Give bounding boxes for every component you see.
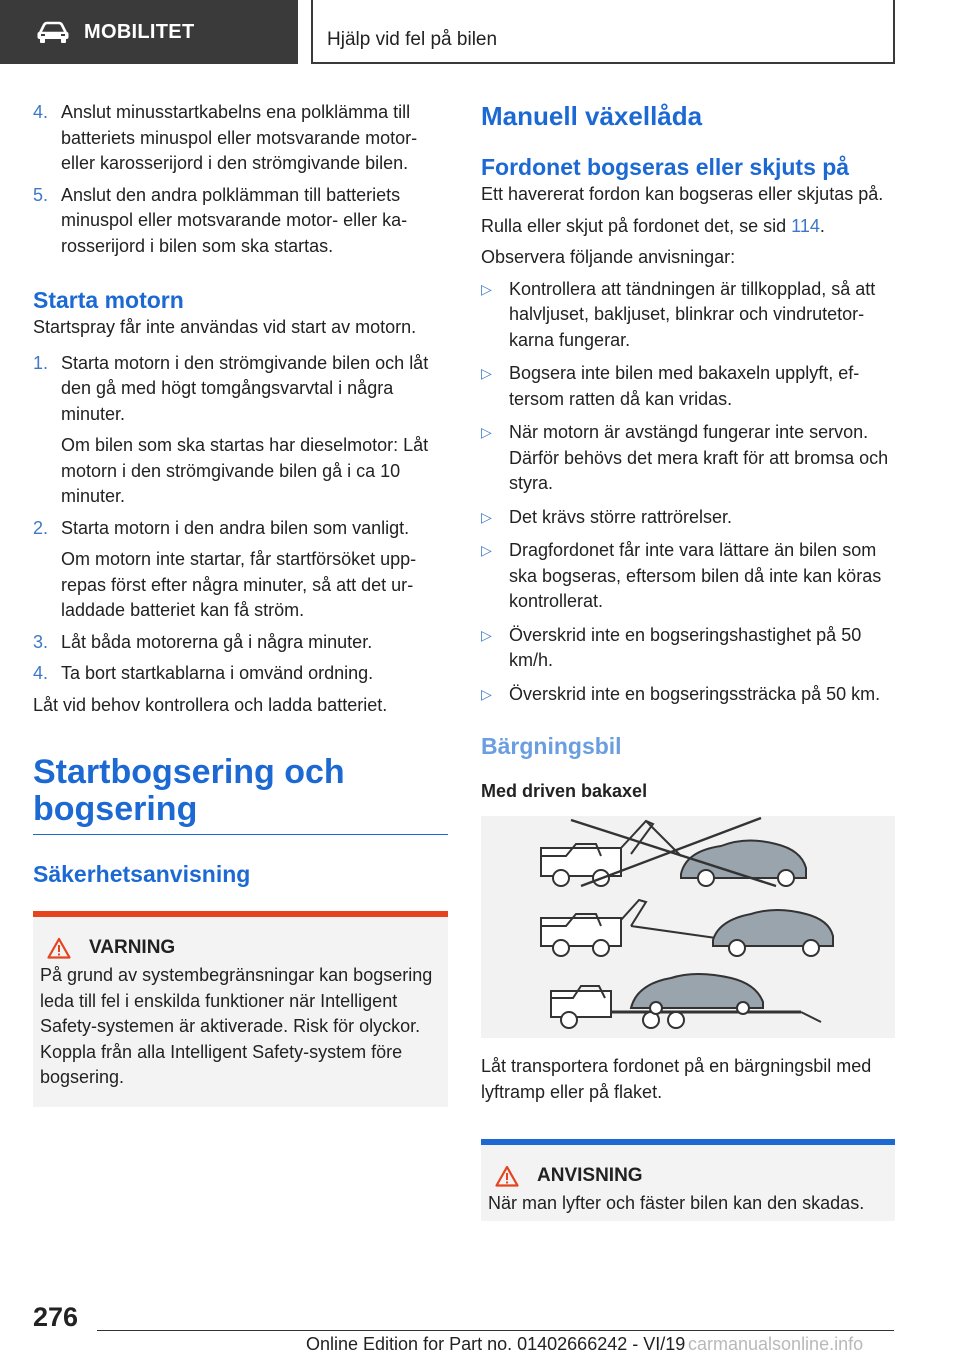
bullet-triangle-icon: ▷ [481,542,492,558]
warning-triangle-icon [495,1165,519,1187]
subheading-bogseras: Fordonet bogseras eller skjuts på [481,154,850,180]
paragraph: Observera följande anvisningar: [481,247,736,267]
page-link[interactable]: 114 [791,215,820,236]
step-number: 1. [33,352,49,373]
list-item [481,277,895,354]
list-item [481,682,895,708]
step-text: Anslut minusstartkabelns ena polklämma till batteriets minuspol eller motsvarande motor- eller karosserijord i den strömgivande bilen. [61,102,418,173]
closing-text: Låt vid behov kontrollera och ladda batteriet. [33,694,388,715]
bullet-text: Kontrollera att tändningen är tillkopplad, så att halvljuset, bakljuset, blinkrar och vindrutetorkarna fungerar. [509,278,876,350]
bullet-text: Överskrid inte en bogseringshastighet på 50 km/h. [509,624,862,670]
heading-bargningsbil: Bärgningsbil [481,733,622,759]
bargning-text: Låt transportera fordonet på en bärgningsbil med lyftramp eller på flaket. [481,1056,872,1102]
heading-manuell-vaxellada: Manuell växellåda [481,101,703,131]
towing-illustration [481,816,895,1038]
step-text: Låt båda motorerna gå i några minuter. [61,631,373,652]
bullet-text: Det krävs större rattrörelser. [509,506,733,527]
step-note: Om motorn inte startar, får startförsöket upprepas först efter några minuter, så att det urladdade batteriet kan få ström. [61,549,417,620]
list-item [33,183,448,260]
list-item [33,100,448,177]
bullet-triangle-icon: ▷ [481,280,492,297]
page-title: Startbogsering och bogsering [33,754,448,835]
list-item [33,351,448,428]
step-number: 5. [33,184,49,205]
list-item [481,505,895,531]
bullet-text: Dragfordonet får inte vara lättare än bilen som ska bogseras, eftersom bilen då inte kan köras kontrollerat. [509,540,882,611]
subheading-driven-bakaxel: Med driven bakaxel [481,781,648,801]
list-item [33,516,448,542]
step-text: Anslut den andra polklämman till batteriets minuspol eller motsvarande motor- eller karosserijord i bilen som ska startas. [61,184,408,256]
step-number: 4. [33,663,49,683]
chapter-title: Hjälp vid fel på bilen [327,29,498,50]
heading-sakerhetsanvisning: Säkerhetsanvisning [33,861,251,887]
heading-starta-motorn: Starta motorn [33,287,184,313]
warning-box [33,911,448,1107]
warning-label: VARNING [89,937,176,958]
notice-box [481,1139,895,1221]
paragraph: Ett havererat fordon kan bogseras eller skjutas på. [481,184,884,204]
edition-text: Online Edition for Part no. 01402666242 - VI/19 [306,1334,686,1354]
bullet-triangle-icon: ▷ [481,365,492,381]
right-column [481,100,895,1221]
chapter-tab [311,0,895,64]
tow-truck-diagram [481,816,895,1038]
step-number: 3. [33,631,49,652]
warning-triangle-icon [47,937,71,959]
step-number: 4. [33,102,49,122]
list-item [481,361,895,412]
ref-end: . [819,215,825,236]
bullet-text: Överskrid inte en bogseringssträcka på 50 km. [509,683,881,704]
list-item [481,538,895,615]
list-item [481,623,895,674]
step-number: 2. [33,517,49,538]
paragraph-page-ref [481,214,895,240]
left-column [33,100,448,1107]
section-title: MOBILITET [84,20,195,43]
notice-label: ANVISNING [537,1165,643,1186]
warning-text: På grund av systembegränsningar kan bogsering leda till fel i enskilda funktioner när Intelligent Safety-systemen är aktiverade. Risk för olyckor. Koppla från alla Intelligent Safety-system före bogsering. [40,965,433,1087]
notice-title [488,1165,887,1187]
bullet-triangle-icon: ▷ [481,626,492,643]
footer-divider [97,1330,894,1331]
car-icon [36,21,70,43]
list-item [33,630,448,656]
bullet-triangle-icon: ▷ [481,685,492,702]
step-text: Ta bort startkablarna i omvänd ordning. [61,663,374,683]
bullet-triangle-icon: ▷ [481,424,492,440]
step-text: Starta motorn i den andra bilen som vanligt. [61,517,410,538]
bullet-triangle-icon: ▷ [481,508,492,525]
page-number: 276 [33,1302,79,1332]
bullet-text: Bogsera inte bilen med bakaxeln upplyft, eftersom ratten då kan vridas. [509,363,860,409]
notice-text: När man lyfter och fäster bilen kan den skadas. [488,1193,865,1213]
section-tab [0,0,298,64]
list-item [481,420,895,497]
ref-text: Rulla eller skjut på fordonet det, se sid [481,215,792,236]
step-note: Om bilen som ska startas har dieselmotor: Låt motorn i den strömgivande bilen gå i ca 10 minuter. [61,435,429,506]
bullet-text: När motorn är avstängd fungerar inte servon. Därför behövs det mera kraft för att bromsa och styra. [509,422,889,493]
list-item [33,661,448,687]
step-text: Starta motorn i den strömgivande bilen och låt den gå med högt tomgångsvarvtal i några minuter. [61,352,429,424]
starta-intro: Startspray får inte användas vid start av motorn. [33,317,417,337]
watermark: carmanualsonline.info [688,1334,864,1354]
warning-title [40,937,440,959]
